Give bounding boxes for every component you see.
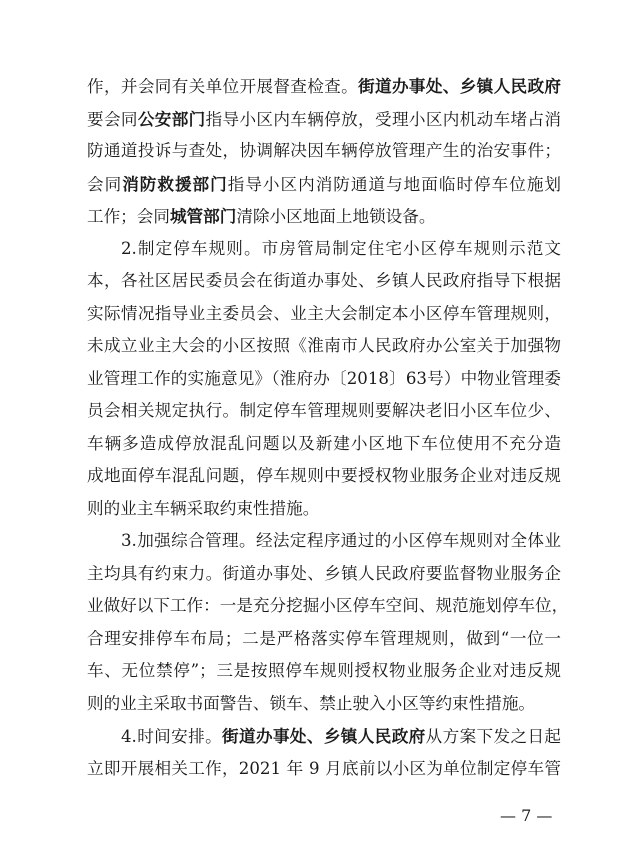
paragraph bbox=[87, 233, 561, 526]
paragraph bbox=[87, 720, 561, 785]
text-run: 工作；会同 bbox=[87, 207, 170, 226]
text-run: 则的业主采取书面警告、锁车、禁止驶入小区等约束性措施。 bbox=[87, 693, 536, 713]
text-line bbox=[87, 233, 561, 266]
text-run: 业做好以下工作：一是充分挖掘小区停车空间、规范施划停车位， bbox=[87, 596, 569, 615]
text-line bbox=[87, 428, 561, 461]
text-run: 作，并会同有关单位开展督查检查。 bbox=[87, 77, 359, 96]
bold-text: 消防救援部门 bbox=[122, 173, 228, 194]
text-run: 本，各社区居民委员会在街道办事处、乡镇人民政府指导下根据 bbox=[87, 271, 561, 290]
text-run: 立即开展相关工作，2021 年 9 月底前以小区为单位制定停车管 bbox=[87, 758, 561, 778]
text-run: 则的业主车辆采取约束性措施。 bbox=[87, 498, 320, 518]
text-run: 4.时间安排。 bbox=[121, 727, 223, 746]
bold-text: 公安部门 bbox=[137, 108, 206, 129]
text-run: 指导小区内消防通道与地面临时停车位施划 bbox=[227, 174, 562, 194]
text-line bbox=[87, 298, 561, 331]
text-line bbox=[87, 135, 561, 168]
text-run: 未成立业主大会的小区按照《淮南市人民政府办公室关于加强物 bbox=[87, 336, 561, 355]
text-run: 合理安排停车布局；二是严格落实停车管理规则，做到“一位一 bbox=[87, 628, 561, 648]
text-line bbox=[87, 103, 561, 136]
text-line bbox=[87, 395, 561, 428]
text-run: 实际情况指导业主委员会、业主大会制定本小区停车管理规则， bbox=[87, 303, 561, 323]
text-run: 清除小区地面上地锁设备。 bbox=[236, 207, 436, 226]
text-run: 成地面停车混乱问题，停车规则中要授权物业服务企业对违反规 bbox=[87, 466, 561, 485]
text-line bbox=[87, 688, 561, 721]
text-line bbox=[87, 623, 561, 656]
text-run: 指导小区内车辆停放，受理小区内机动车堵占消 bbox=[205, 109, 562, 129]
text-line bbox=[87, 200, 561, 233]
text-line bbox=[87, 493, 561, 526]
page-number: — 7 — bbox=[500, 806, 553, 825]
text-run: 从方案下发之日起 bbox=[425, 727, 562, 746]
bold-text: 街道办事处、乡镇人民政府 bbox=[358, 76, 562, 96]
text-run: 2.制定停车规则。市房管局制定住宅小区停车规则示范文 bbox=[121, 238, 561, 258]
text-run: 员会相关规定执行。制定停车管理规则要解决老旧小区车位少、 bbox=[87, 401, 561, 420]
text-run: 业管理工作的实施意见》（淮府办〔2018〕63号）中物业管理委 bbox=[87, 368, 561, 388]
text-run: 会同 bbox=[87, 174, 123, 194]
text-line bbox=[87, 363, 561, 396]
text-line bbox=[87, 460, 561, 493]
text-run: 车、无位禁停”；三是按照停车规则授权物业服务企业对违反规 bbox=[87, 661, 561, 680]
text-line bbox=[87, 720, 561, 753]
paragraph bbox=[87, 70, 561, 233]
text-line bbox=[87, 525, 561, 558]
text-line bbox=[87, 655, 561, 688]
text-line bbox=[87, 330, 561, 363]
text-line bbox=[87, 558, 561, 591]
text-run: 主均具有约束力。街道办事处、乡镇人民政府要监督物业服务企 bbox=[87, 563, 561, 583]
paragraph bbox=[87, 525, 569, 720]
text-line bbox=[87, 70, 561, 103]
text-line bbox=[87, 753, 561, 786]
text-run: 要会同 bbox=[87, 109, 138, 129]
text-run: 车辆多造成停放混乱问题以及新建小区地下车位使用不充分造 bbox=[87, 433, 561, 453]
text-line bbox=[87, 168, 561, 201]
bold-text: 城管部门 bbox=[169, 206, 237, 226]
text-run: 防通道投诉与查处，协调解决因车辆停放管理产生的治安事件； bbox=[87, 141, 561, 160]
text-run: 3.加强综合管理。经法定程序通过的小区停车规则对全体业 bbox=[121, 531, 561, 550]
text-line bbox=[87, 265, 561, 298]
text-line bbox=[87, 590, 569, 623]
bold-text: 街道办事处、乡镇人民政府 bbox=[222, 726, 426, 746]
body-text bbox=[87, 70, 569, 785]
